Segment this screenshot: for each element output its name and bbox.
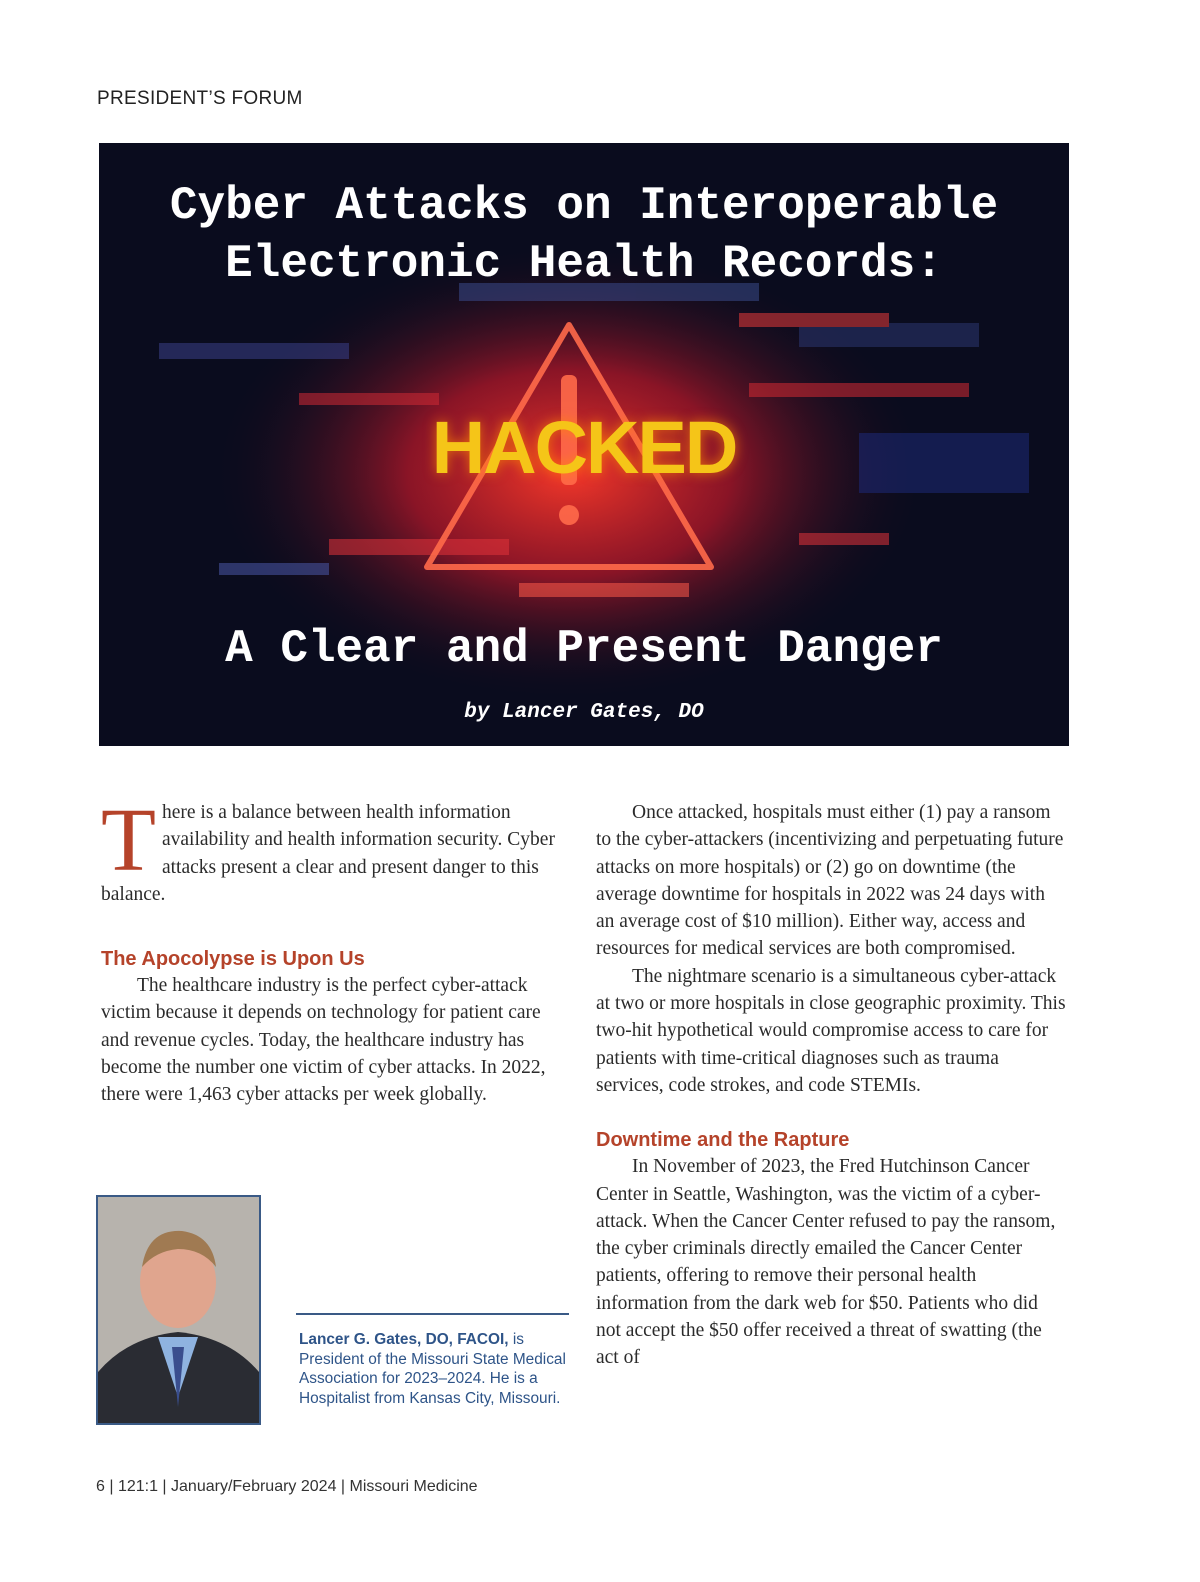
paragraph-3: The nightmare scenario is a simultaneous cyber-attack at two or more hospitals in close geographic proximity. This two-hit hypothetical would compromise access to care for patients with time-critical diagnoses such as trauma services, code strokes, and code STEMIs.: [596, 965, 1066, 1096]
author-bio-text: is President of the Missouri State Medical Association for 2023–2024. He is a Hospitalist from Kansas City, Missouri.: [299, 1331, 566, 1407]
section-label: PRESIDENT’S FORUM: [97, 88, 303, 109]
paragraph-2: Once attacked, hospitals must either (1) pay a ransom to the cyber-attackers (incentivizing and perpetuating future attacks on more hospitals) or (2) go on downtime (the average downtime for hospitals in 2022 was 24 days with an average cost of $10 million). Either way, access and resources for medical services are both compromised.: [596, 802, 1064, 960]
page-footer: 6 | 121:1 | January/February 2024 | Missouri Medicine: [96, 1478, 478, 1495]
intro-paragraph: [101, 791, 571, 908]
heading-downtime: Downtime and the Rapture: [596, 1129, 850, 1152]
article-subtitle: A Clear and Present Danger: [225, 623, 943, 675]
author-name: Lancer G. Gates, DO, FACOI,: [299, 1331, 509, 1348]
column-right: [596, 799, 1066, 1372]
article-byline: by Lancer Gates, DO: [464, 701, 704, 724]
paragraph-1: The healthcare industry is the perfect cyber-attack victim because it depends on technology for patient care and revenue cycles. Today, the healthcare industry has become the number one victim of cyber attacks. In 2022, there were 1,463 cyber attacks per week globally.: [101, 975, 546, 1106]
bio-divider: [296, 1313, 569, 1315]
hero-image: [99, 143, 1069, 746]
heading-apocolypse: The Apocolypse is Upon Us: [101, 948, 365, 971]
title-line-2: Electronic Health Records:: [225, 238, 943, 290]
author-photo: [96, 1195, 261, 1425]
hacked-text: HACKED: [431, 406, 737, 489]
intro-text: here is a balance between health information availability and health information security. Cyber attacks present a clear and present danger to this balance.: [101, 802, 555, 905]
author-bio: [299, 1330, 571, 1408]
drop-cap: T: [101, 791, 156, 890]
title-line-1: Cyber Attacks on Interoperable: [169, 180, 999, 232]
column-left: [101, 791, 571, 1109]
article-title: [99, 177, 1069, 293]
paragraph-4: In November of 2023, the Fred Hutchinson Cancer Center in Seattle, Washington, was the victim of a cyber-attack. When the Cancer Center refused to pay the ransom, the cyber criminals directly emailed the Cancer Center patients, offering to remove their personal health information from the dark web for $50. Patients who did not accept the $50 offer received a threat of swatting (the act of: [596, 1156, 1056, 1369]
